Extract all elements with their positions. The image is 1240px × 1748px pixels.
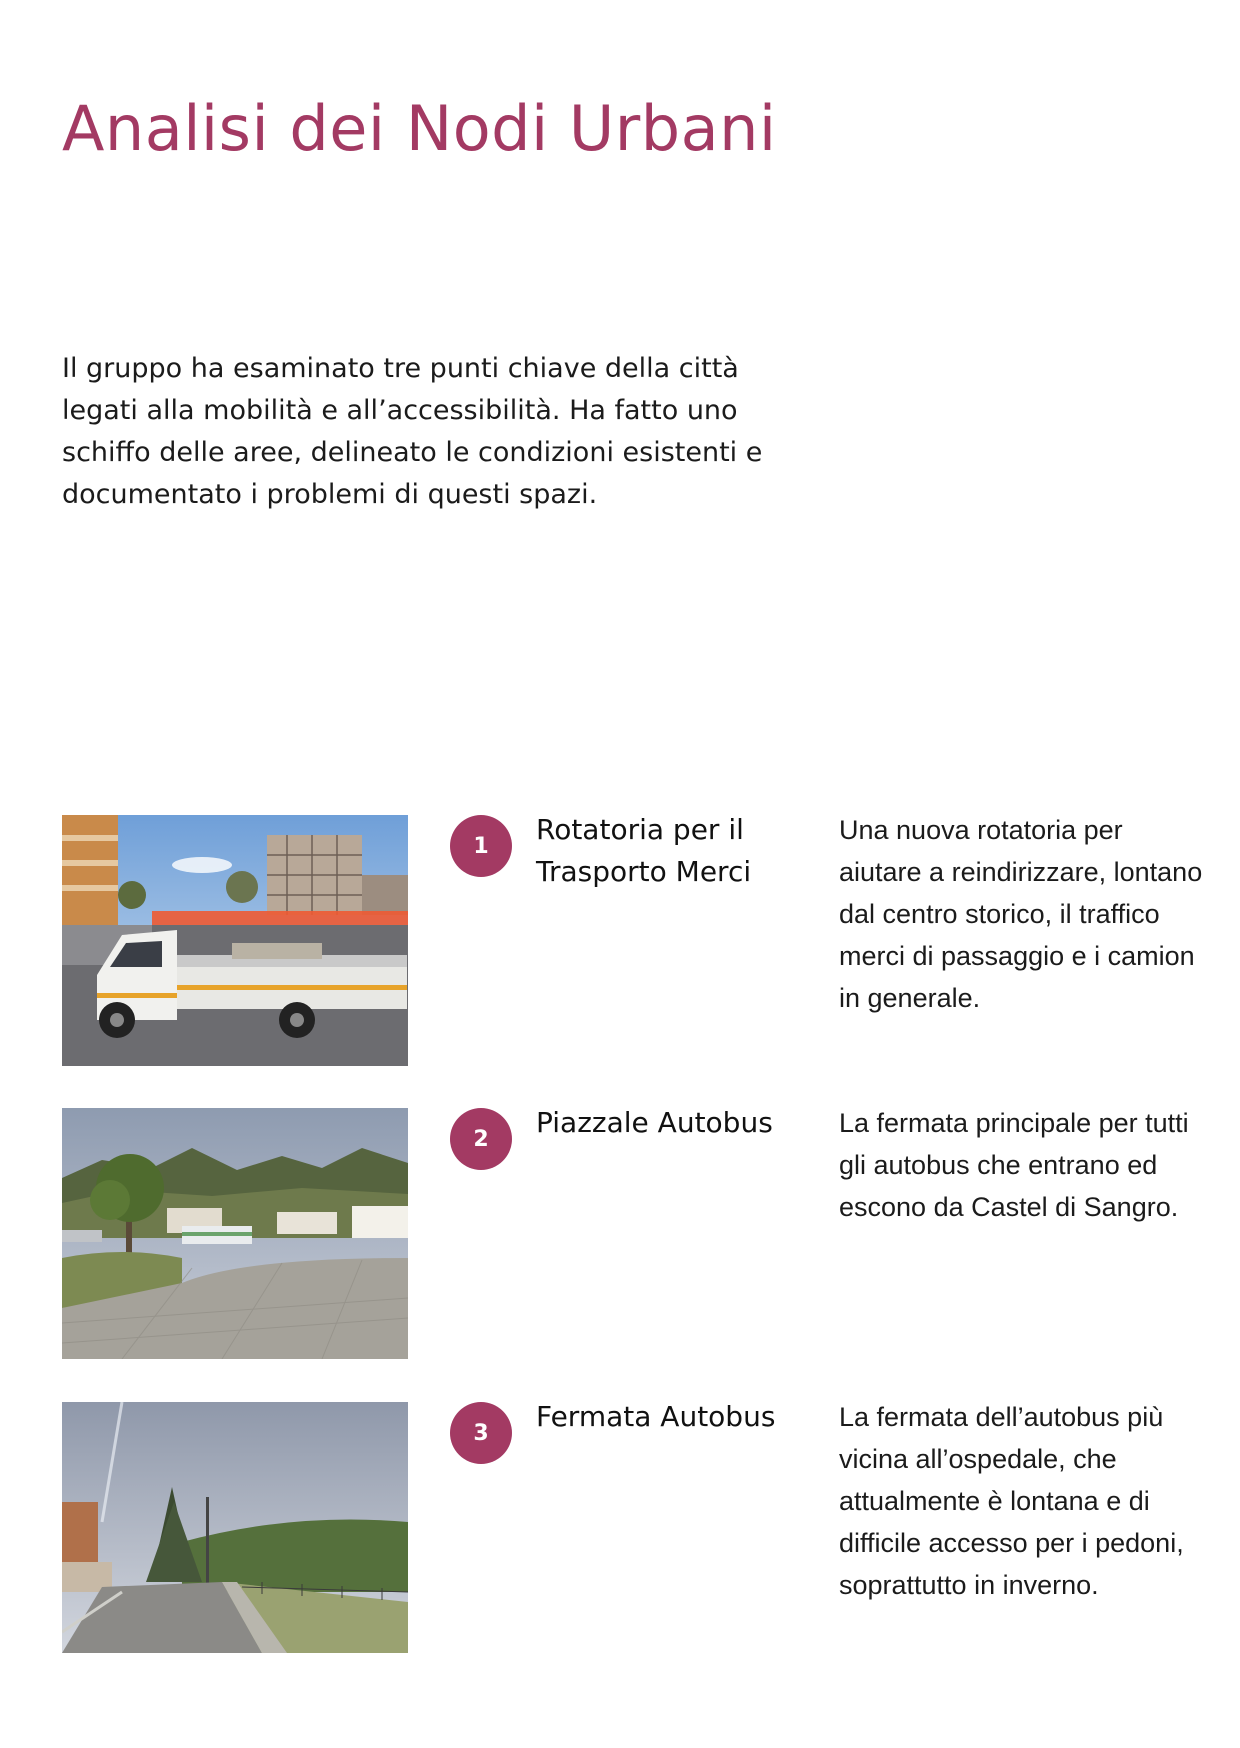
node-description: La fermata principale per tutti gli autobus che entrano ed escono da Castel di Sangro. [839, 1108, 1189, 1222]
bus-square-photo [62, 1108, 408, 1359]
node-number-badge: 2 [450, 1108, 512, 1170]
node-title: Rotatoria per il Trasporto Merci [536, 813, 752, 888]
node-title: Piazzale Autobus [536, 1106, 773, 1139]
node-description: Una nuova rotatoria per aiutare a reindirizzare, lontano dal centro storico, il traffico merci di passaggio e i camion in generale. [839, 815, 1203, 1013]
node-item-1 [0, 815, 1240, 1067]
truck-roundabout-photo [62, 815, 408, 1066]
page-title: Analisi dei Nodi Urbani [62, 92, 777, 165]
node-description: La fermata dell’autobus più vicina all’ospedale, che attualmente è lontana e di difficile accesso per i pedoni, soprattutto in inverno. [839, 1402, 1184, 1600]
node-number-badge: 3 [450, 1402, 512, 1464]
node-item-2 [0, 1108, 1240, 1360]
bus-stop-road-photo [62, 1402, 408, 1653]
intro-paragraph: Il gruppo ha esaminato tre punti chiave della città legati alla mobilità e all’accessibilità. Ha fatto uno schiffo delle aree, delineato le condizioni esistenti e documentato i problemi di questi spazi. [62, 353, 763, 510]
node-title: Fermata Autobus [536, 1400, 776, 1433]
node-number-badge: 1 [450, 815, 512, 877]
node-item-3 [0, 1402, 1240, 1654]
